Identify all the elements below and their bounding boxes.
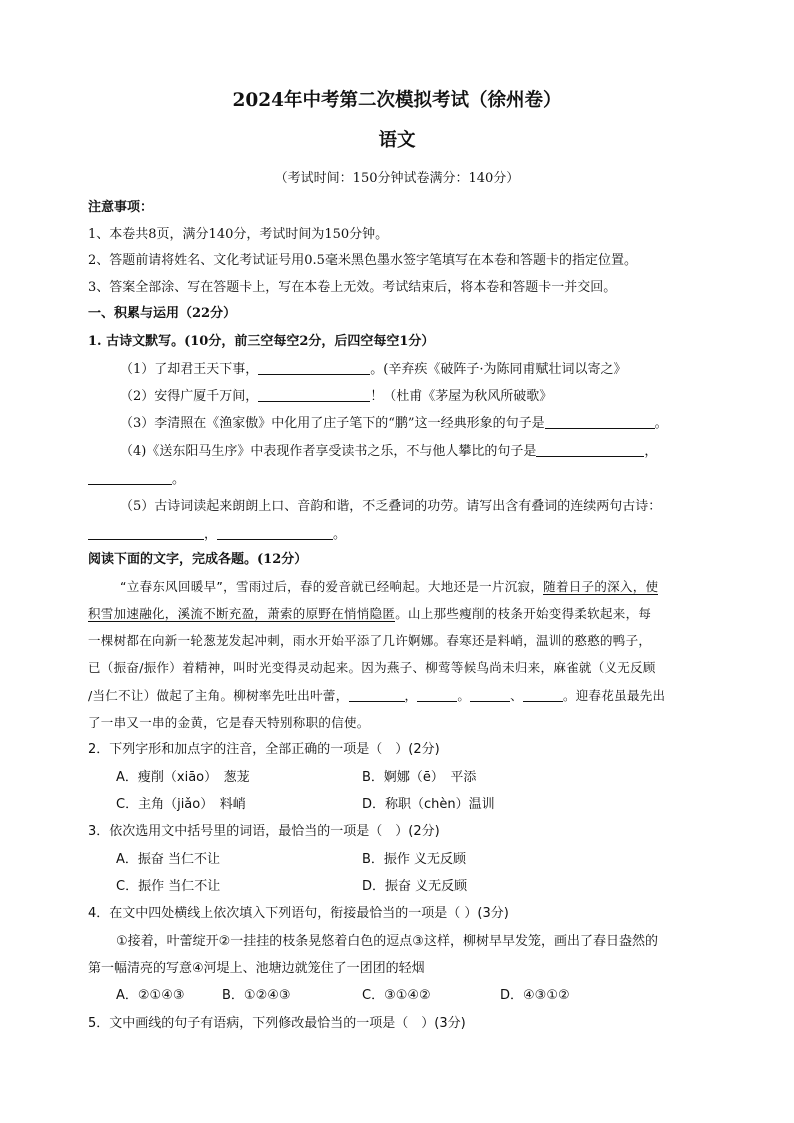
answer-blank[interactable] xyxy=(258,387,370,402)
exam-info: （考试时间：150分钟试卷满分：140分） xyxy=(274,171,520,186)
notice-heading: 注意事项： xyxy=(88,200,154,215)
q2-option-d[interactable]: D．称职（chèn）温训 xyxy=(362,797,495,812)
reading-intro: 阅读下面的文字，完成各题。(12分） xyxy=(88,552,308,567)
underlined-sentence: 随着日子的深入，使 xyxy=(543,579,659,594)
q1-item-4-cont: 。 xyxy=(88,470,185,489)
q1-item-5: （5）古诗词读起来朗朗上口、音韵和谐，不乏叠词的功劳。请写出含有叠词的连续两句古诗： xyxy=(120,499,662,514)
q3-option-b[interactable]: B．振作 义无反顾 xyxy=(362,852,467,867)
q4-option-d[interactable]: D．④③①② xyxy=(500,988,570,1003)
q5-stem: 5．文中画线的句子有语病，下列修改最恰当的一项是（ ）(3分) xyxy=(88,1016,466,1031)
q4-option-c[interactable]: C．③①④② xyxy=(362,988,431,1003)
exam-title: 2024年中考第二次模拟考试（徐州卷） xyxy=(232,90,562,111)
passage-line-5: /当仁不让）做起了主角。柳树率先吐出叶蕾， ， 。 、 。迎春花虽最先出 xyxy=(88,688,666,703)
answer-blank[interactable] xyxy=(545,414,655,429)
q3-option-a[interactable]: A．振奋 当仁不让 xyxy=(116,852,221,867)
passage-blank[interactable] xyxy=(523,687,563,702)
q1-item-2: （2）安得广厦千万间， ！（杜甫《茅屋为秋风所破歌》 xyxy=(120,389,553,404)
q4-option-b[interactable]: B．①②④③ xyxy=(222,988,291,1003)
q1-item-1: （1）了却君王天下事， 。(辛弃疾《破阵子·为陈同甫赋壮词以寄之》 xyxy=(120,362,627,377)
passage-line-6: 了一串又一串的金黄，它是春天特别称职的信使。 xyxy=(88,715,370,730)
answer-blank[interactable] xyxy=(88,525,204,540)
q1-item-5-cont: ， 。 xyxy=(88,525,346,544)
notice-item-1: 1、本卷共8页，满分140分，考试时间为150分钟。 xyxy=(88,227,389,242)
passage-line-3: 一棵树都在向新一轮葱茏发起冲刺，雨水开始平添了几许婀娜。春寒还是料峭，温训的憨憨的鸭子， xyxy=(88,633,652,648)
answer-blank[interactable] xyxy=(217,525,333,540)
answer-blank[interactable] xyxy=(88,470,172,485)
q3-option-c[interactable]: C．振作 当仁不让 xyxy=(116,879,221,894)
q1-item-4: （4)《送东阳马生序》中表现作者享受读书之乐，不与他人攀比的句子是 ， xyxy=(120,444,658,459)
q2-stem: 2．下列字形和加点字的注音，全部正确的一项是（ ）(2分) xyxy=(88,742,440,757)
answer-blank[interactable] xyxy=(536,442,644,457)
q4-stem: 4．在文中四处横线上依次填入下列语句，衔接最恰当的一项是（ ）(3分) xyxy=(88,906,509,921)
passage-blank[interactable] xyxy=(470,687,510,702)
section-heading: 一、积累与运用（22分） xyxy=(88,306,237,321)
passage-blank[interactable] xyxy=(417,687,457,702)
answer-blank[interactable] xyxy=(258,360,370,375)
notice-item-2: 2、答题前请将姓名、文化考试证号用0.5毫米黑色墨水签字笔填写在本卷和答题卡的指定位置。 xyxy=(88,253,637,268)
notice-item-3: 3、答案全部涂、写在答题卡上，写在本卷上无效。考试结束后，将本卷和答题卡一并交回。 xyxy=(88,280,617,295)
q2-option-c[interactable]: C．主角（jiǎo） 料峭 xyxy=(116,797,246,812)
q2-option-b[interactable]: B．婀娜（ē） 平添 xyxy=(362,770,477,785)
q3-stem: 3．依次选用文中括号里的词语，最恰当的一项是（ ）(2分) xyxy=(88,824,440,839)
q1-item-3: （3）李清照在《渔家傲》中化用了庄子笔下的“鹏”这一经典形象的句子是 。 xyxy=(120,416,668,431)
passage-blank[interactable] xyxy=(349,687,405,702)
passage-line-4: 已（振奋/振作）着精神，叫时光变得灵动起来。因为燕子、柳莺等候鸟尚未归来，麻雀就（义无反顾 xyxy=(88,660,656,675)
subject-title: 语文 xyxy=(378,130,416,151)
q4-sentences-line-1: ①接着，叶蕾绽开②一挂挂的枝条晃悠着白色的逗点③这样，柳树早早发笼，画出了春日盎然的 xyxy=(116,934,658,949)
q1-stem: 1. 古诗文默写。(10分，前三空每空2分，后四空每空1分） xyxy=(88,334,435,349)
q2-option-a[interactable]: A．瘦削（xiāo） 葱茏 xyxy=(116,770,250,785)
q3-option-d[interactable]: D．振奋 义无反顾 xyxy=(362,879,468,894)
passage-line-2: 积雪加速融化，溪流不断充盈，萧索的原野在悄悄隐匿。山上那些瘦削的枝条开始变得柔软起来，每 xyxy=(88,606,652,621)
passage-line-1: “立春东风回暖早”，雪雨过后，春的爱音就已经响起。大地还是一片沉寂，随着日子的深入，使 xyxy=(120,579,659,594)
underlined-sentence: 积雪加速融化，溪流不断充盈，萧索的原野在悄悄隐匿 xyxy=(88,606,396,621)
q4-option-a[interactable]: A．②①④③ xyxy=(116,988,185,1003)
q4-sentences-line-2: 第一幅清亮的写意④河堤上、池塘边就笼住了一团团的轻烟 xyxy=(88,961,425,976)
